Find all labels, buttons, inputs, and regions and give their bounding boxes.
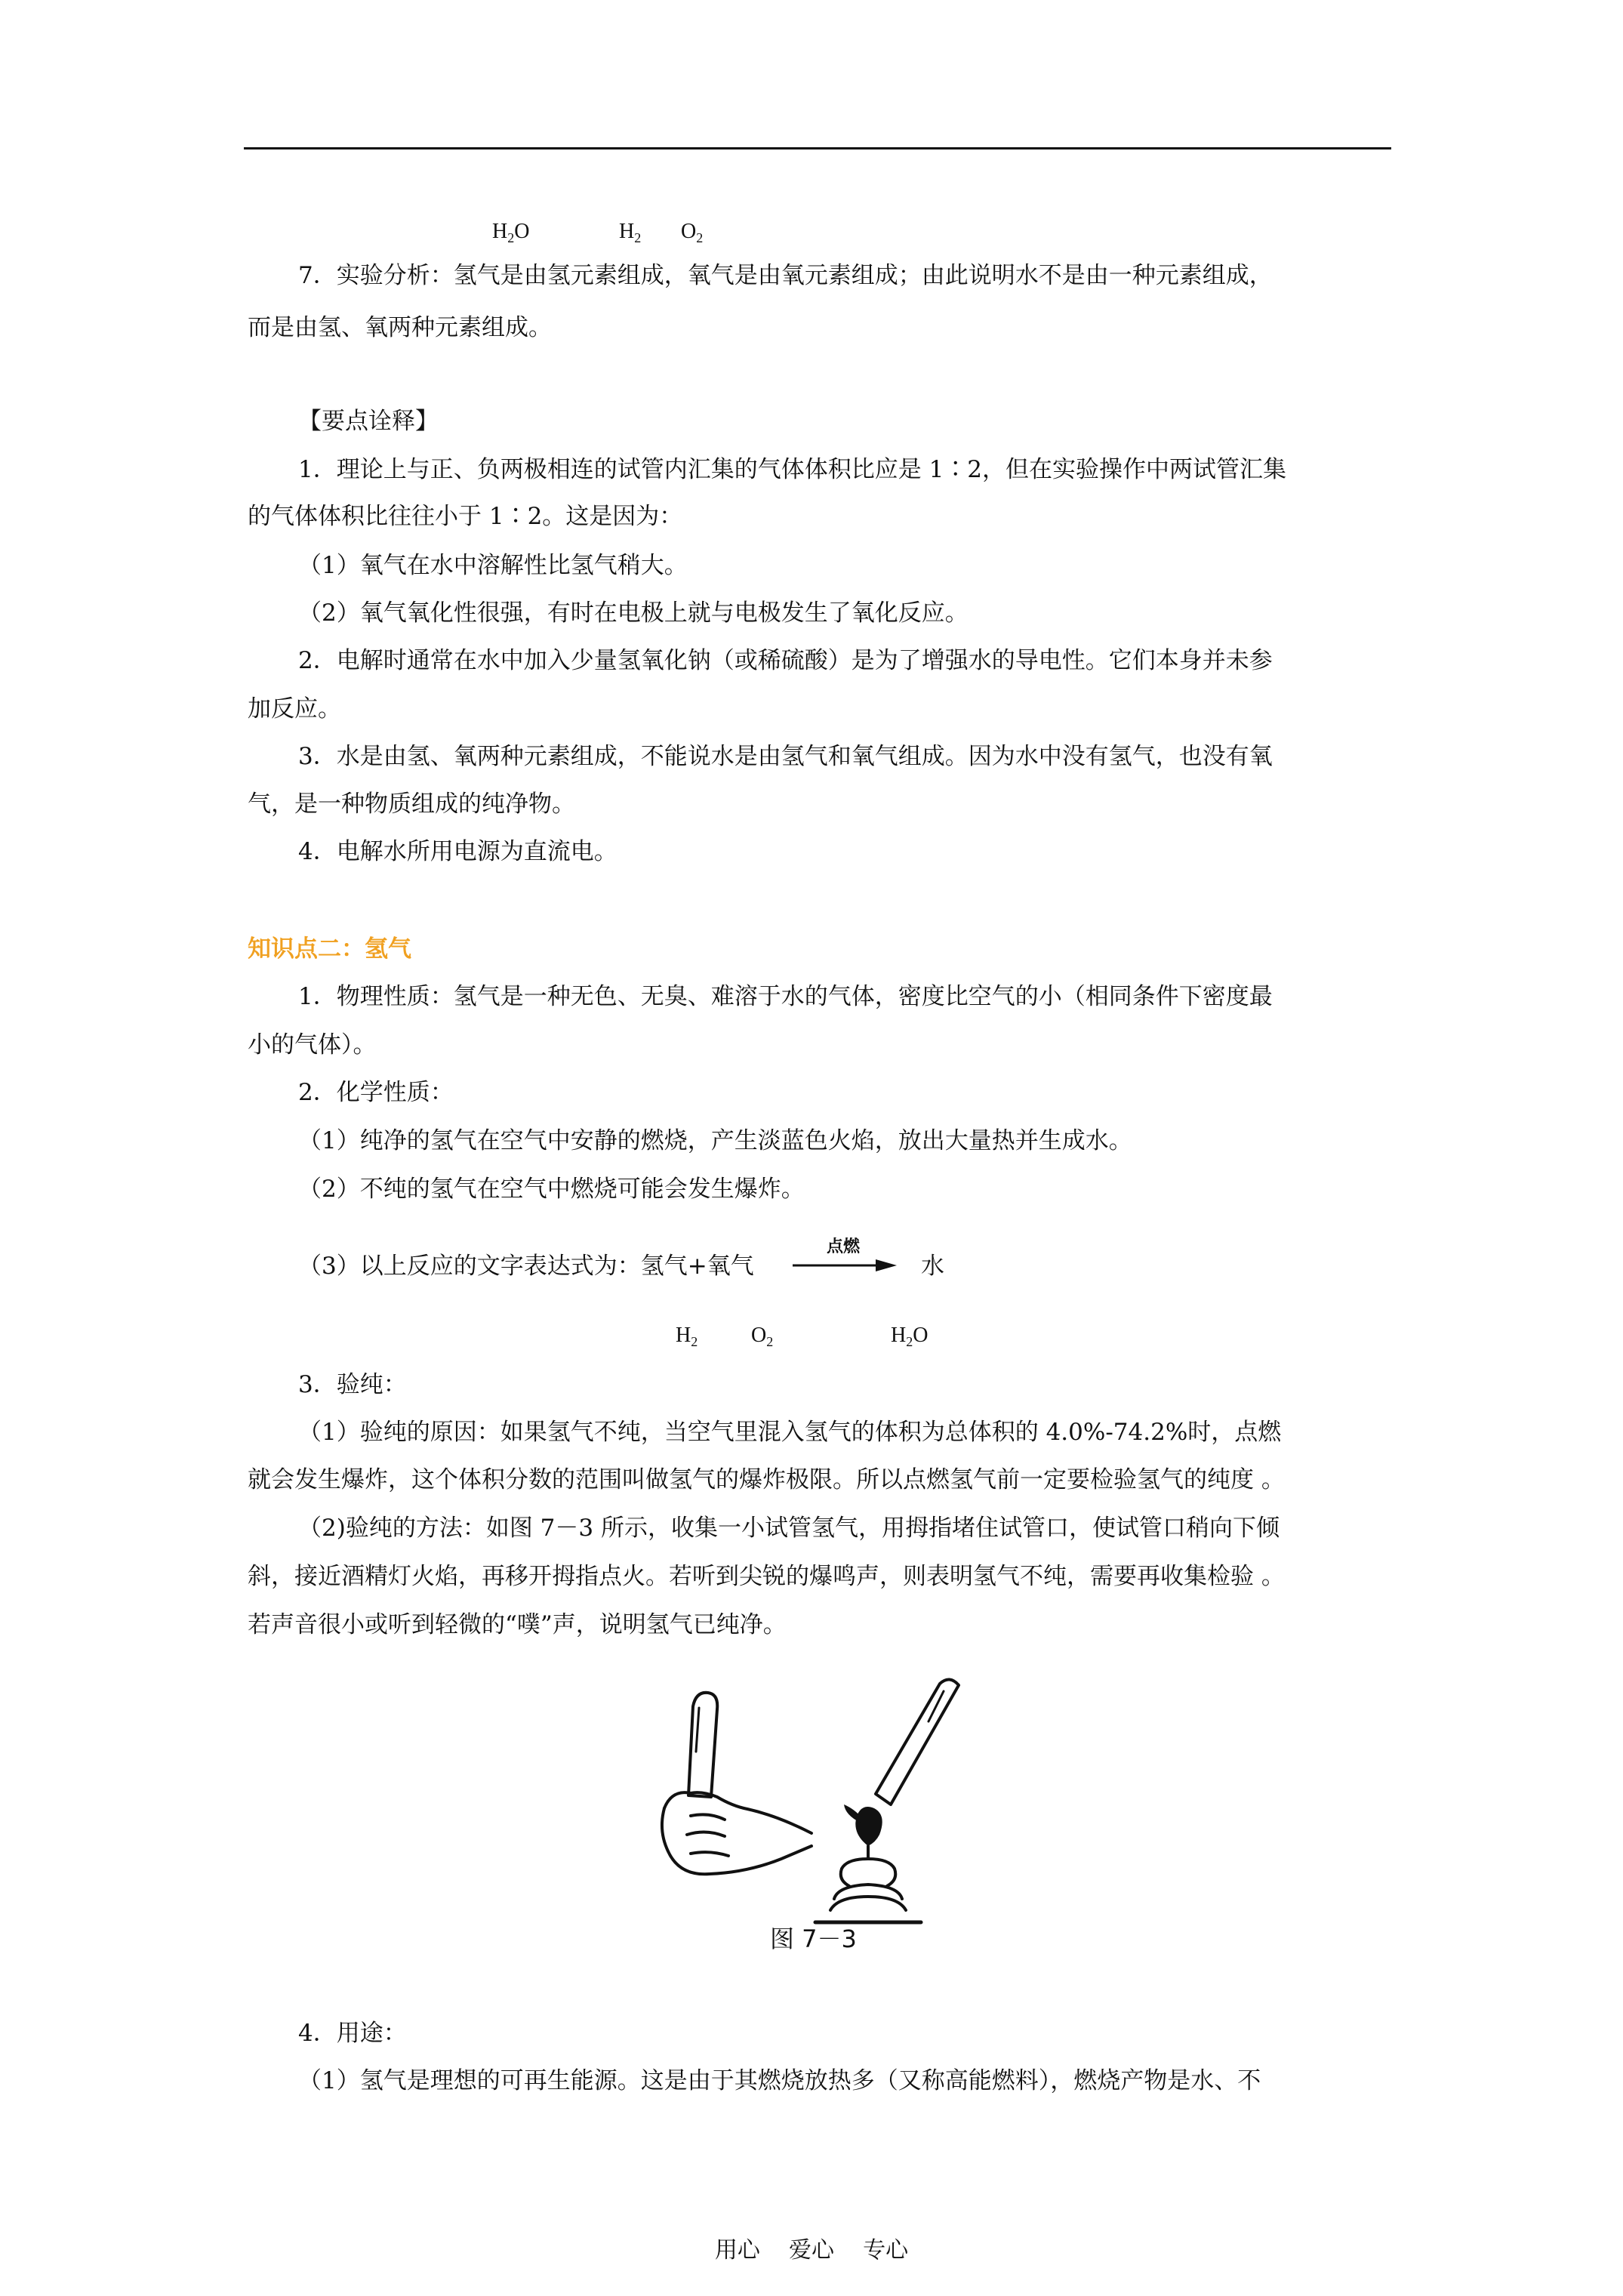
ignite-label: 点燃 <box>827 1237 861 1256</box>
uses-title: 4．用途： <box>298 2020 407 2047</box>
reaction-product: 水 <box>921 1253 944 1280</box>
figure-caption: 图 7－3 <box>770 1925 857 1953</box>
purity-a-line1: （1）验纯的原因：如果氢气不纯，当空气里混入氢气的体积为总体积的 4.0%-74.2%时，点燃 <box>298 1419 1282 1446</box>
figure-7-3 <box>649 1661 996 1963</box>
kp3-line1: 3．水是由氢、氧两种元素组成，不能说水是由氢气和氧气组成。因为水中没有氢气，也没有氧 <box>298 743 1273 770</box>
chem-c: （3）以上反应的文字表达式为：氢气+氧气 <box>298 1253 754 1280</box>
header-rule <box>244 147 1391 149</box>
reaction-arrow <box>793 1259 898 1274</box>
purity-a-line2: 就会发生爆炸，这个体积分数的范围叫做氢气的爆炸极限。所以点燃氢气前一定要检验氢气的纯度 。 <box>248 1466 1285 1493</box>
kp1-b: （2）氧气氧化性很强，有时在电极上就与电极发生了氧化反应。 <box>298 599 969 627</box>
uses-a: （1）氢气是理想的可再生能源。这是由于其燃烧放热多（又称高能燃料），燃烧产物是水、不 <box>298 2067 1261 2094</box>
kp3-line2: 气，是一种物质组成的纯净物。 <box>248 791 575 818</box>
kp1-line1: 1．理论上与正、负两极相连的试管内汇集的气体体积比应是 1∶2，但在实验操作中两试管汇集 <box>298 456 1287 483</box>
kp2-line2: 加反应。 <box>248 695 341 723</box>
chem-b: （2）不纯的氢气在空气中燃烧可能会发生爆炸。 <box>298 1176 805 1203</box>
kp4: 4．电解水所用电源为直流电。 <box>298 838 617 865</box>
key-points-title: 【要点诠释】 <box>298 408 439 435</box>
physical-line2: 小的气体）。 <box>248 1031 377 1059</box>
purity-title: 3．验纯： <box>298 1371 407 1398</box>
section2-heading: 知识点二：氢气 <box>248 935 411 963</box>
physical-line1: 1．物理性质：氢气是一种无色、无臭、难溶于水的气体，密度比空气的小（相同条件下密度最 <box>298 983 1273 1010</box>
kp1-line2: 的气体体积比往往小于 1∶2。这是因为： <box>248 503 683 530</box>
page-footer: 用心 爱心 专心 <box>714 2237 909 2264</box>
chemical-title: 2．化学性质： <box>298 1079 454 1106</box>
purity-b-line3: 若声音很小或听到轻微的“噗”声，说明氢气已纯净。 <box>248 1611 787 1638</box>
chem-a: （1）纯净的氢气在空气中安静的燃烧，产生淡蓝色火焰，放出大量热并生成水。 <box>298 1127 1132 1154</box>
purity-b-line2: 斜，接近酒精灯火焰，再移开拇指点火。若听到尖锐的爆鸣声，则表明氢气不纯，需要再收集检验 。 <box>248 1563 1285 1590</box>
purity-b-line1: （2)验纯的方法：如图 7－3 所示，收集一小试管氢气，用拇指堵住试管口，使试管口稍向下倾 <box>298 1515 1280 1542</box>
kp1-a: （1）氧气在水中溶解性比氢气稍大。 <box>298 552 688 579</box>
kp2-line1: 2．电解时通常在水中加入少量氢氧化钠（或稀硫酸）是为了增强水的导电性。它们本身并未参 <box>298 647 1273 674</box>
p7-line1: 7．实验分析：氢气是由氢元素组成，氧气是由氧元素组成；由此说明水不是由一种元素组成， <box>298 262 1273 289</box>
p7-line2: 而是由氢、氧两种元素组成。 <box>248 314 552 341</box>
